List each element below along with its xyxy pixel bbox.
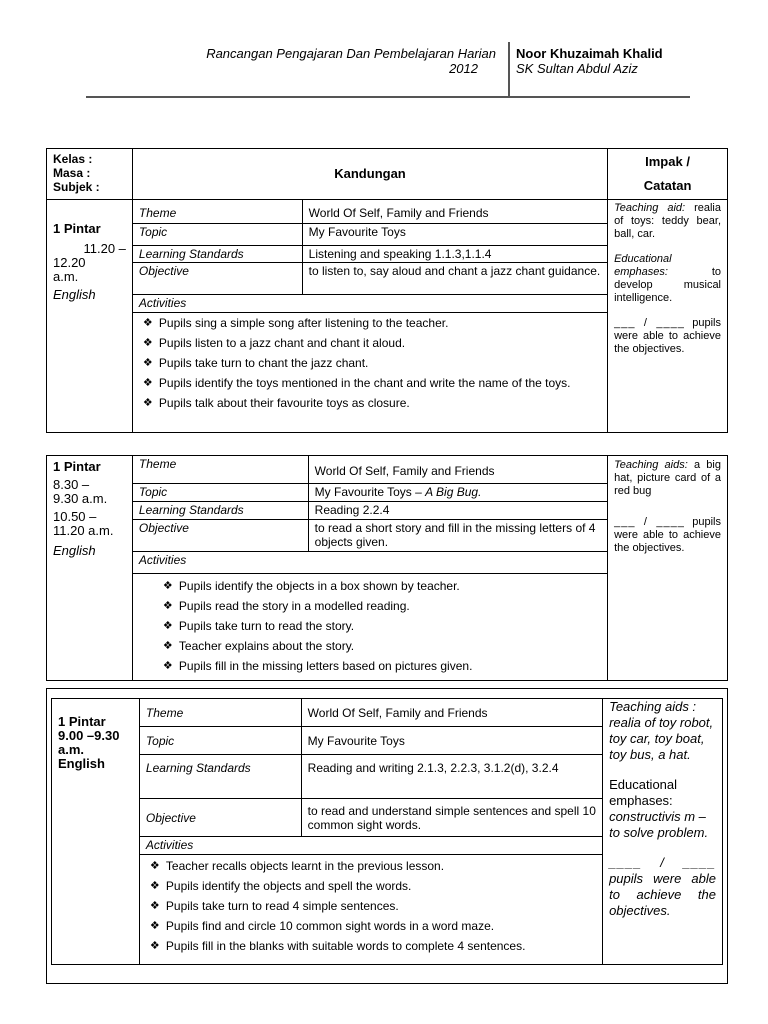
teacher-info <box>516 46 666 76</box>
outcome-note <box>614 317 721 356</box>
list-item <box>159 599 601 613</box>
time-line: 9.30 a.m. <box>53 491 108 506</box>
list-item <box>139 376 601 390</box>
activities-label: Activities <box>139 837 602 855</box>
impak-label: Impak / <box>645 154 690 169</box>
document-title-line1: Rancangan Pengajaran Dan Pembelajaran Harian <box>206 46 496 61</box>
standards-label: Learning Standards <box>132 246 302 263</box>
activity-text: Pupils identify the toys mentioned in the chant and write the name of the toys. <box>158 376 571 390</box>
class-name: 1 Pintar <box>53 459 101 474</box>
standards-value: Reading and writing 2.1.3, 2.2.3, 3.1.2(d), 3.2.4 <box>301 755 602 799</box>
list-item <box>146 879 596 893</box>
standards-value: Reading 2.2.4 <box>308 502 607 520</box>
theme-value: World Of Self, Family and Friends <box>302 200 607 224</box>
activity-text: Pupils fill in the blanks with suitable words to complete 4 sentences. <box>165 939 526 953</box>
impact-notes <box>608 200 728 433</box>
catatan-label: Catatan <box>643 178 692 193</box>
list-item <box>146 859 596 873</box>
teaching-aid-label: Teaching aids: <box>614 459 688 471</box>
outcome-note <box>609 855 716 919</box>
activity-text: Pupils listen to a jazz chant and chant it aloud. <box>158 336 406 350</box>
topic-value: My Favourite Toys <box>301 727 602 755</box>
diamond-bullet-icon: ❖ <box>149 940 160 952</box>
activities-list <box>139 855 602 965</box>
list-item <box>139 396 601 410</box>
header-impak-catatan <box>608 149 728 200</box>
header-kelas-masa-subjek <box>47 149 133 200</box>
time-line: 11.20 a.m. <box>53 523 114 538</box>
activity-text: Pupils fill in the missing letters based on pictures given. <box>178 659 473 673</box>
activity-text: Teacher explains about the story. <box>178 639 355 653</box>
diamond-bullet-icon: ❖ <box>142 337 153 349</box>
activity-text: Pupils identify the objects and spell the words. <box>165 879 412 893</box>
theme-value: World Of Self, Family and Friends <box>308 456 607 484</box>
activity-text: Pupils take turn to chant the jazz chant. <box>158 356 369 370</box>
topic-value <box>308 484 607 502</box>
emphases-label: Educational emphases: <box>614 253 672 278</box>
list-item <box>146 939 596 953</box>
time-line: a.m. <box>58 742 85 757</box>
teaching-aid-text: a big hat, picture card of a red bug <box>614 459 721 497</box>
header-kandungan: Kandungan <box>132 149 607 200</box>
diamond-bullet-icon: ❖ <box>149 880 160 892</box>
standards-value: Listening and speaking 1.1.3,1.1.4 <box>302 246 607 263</box>
outcome-blank: ___ / ____ <box>614 317 685 329</box>
diamond-bullet-icon: ❖ <box>142 357 153 369</box>
topic-value: My Favourite Toys <box>302 224 607 246</box>
teaching-aid-note <box>614 202 721 241</box>
topic-text: My Favourite Toys – <box>314 485 426 499</box>
list-item <box>159 659 601 673</box>
teaching-aid-note: Teaching aids : realia of toy robot, toy car, toy boat, toy bus, a hat. <box>609 699 714 762</box>
activities-label: Activities <box>132 295 607 313</box>
diamond-bullet-icon: ❖ <box>149 900 160 912</box>
emphases-note <box>614 253 721 305</box>
activities-label: Activities <box>132 552 607 574</box>
list-item <box>146 919 596 933</box>
diamond-bullet-icon: ❖ <box>162 660 173 672</box>
class-name: 1 Pintar <box>58 714 106 729</box>
activity-text: Pupils take turn to read the story. <box>178 619 355 633</box>
topic-label: Topic <box>132 484 308 502</box>
theme-label: Theme <box>132 200 302 224</box>
emphases-text: constructivis m – to solve problem. <box>609 809 709 840</box>
standards-label: Learning Standards <box>132 502 308 520</box>
impact-notes <box>608 456 728 681</box>
diamond-bullet-icon: ❖ <box>142 317 153 329</box>
diamond-bullet-icon: ❖ <box>162 600 173 612</box>
teaching-aid-label: Teaching aid: <box>614 202 686 214</box>
outcome-blank: ___ / ____ <box>614 516 685 528</box>
teaching-aid-text: realia of toys: teddy bear, ball, car. <box>614 202 721 240</box>
objective-label: Objective <box>139 799 301 837</box>
time-line: 8.30 – <box>53 477 90 492</box>
lesson-meta <box>52 699 140 965</box>
list-item <box>139 316 601 330</box>
list-item <box>159 639 601 653</box>
lesson-table-2 <box>46 455 728 681</box>
time-line: a.m. <box>53 269 79 284</box>
diamond-bullet-icon: ❖ <box>149 920 160 932</box>
topic-label: Topic <box>139 727 301 755</box>
standards-label: Learning Standards <box>139 755 301 799</box>
document-title <box>120 46 496 76</box>
diamond-bullet-icon: ❖ <box>142 377 153 389</box>
masa-label: Masa : <box>53 166 91 180</box>
diamond-bullet-icon: ❖ <box>162 620 173 632</box>
activities-ul <box>146 859 596 953</box>
theme-label: Theme <box>132 456 308 484</box>
emphases-label: Educational emphases: <box>609 777 678 808</box>
activity-text: Pupils sing a simple song after listening to the teacher. <box>158 316 449 330</box>
activities-list <box>132 313 607 433</box>
activity-text: Teacher recalls objects learnt in the previous lesson. <box>165 859 445 873</box>
outcome-note <box>614 516 721 555</box>
subject-name: English <box>53 543 96 558</box>
objective-value: to listen to, say aloud and chant a jazz chant guidance. <box>302 263 607 295</box>
lesson-meta <box>47 456 133 681</box>
time-line: 9.00 –9.30 <box>58 728 120 743</box>
impact-notes <box>603 699 723 965</box>
objective-value: to read and understand simple sentences and spell 10 common sight words. <box>301 799 602 837</box>
class-name: 1 Pintar <box>53 221 101 236</box>
teacher-name: Noor Khuzaimah Khalid <box>516 46 663 61</box>
activities-ul <box>139 316 601 410</box>
emphases-note <box>609 777 716 841</box>
lesson-table-1 <box>46 148 728 433</box>
time-line: 11.20 – <box>83 241 126 256</box>
subject-name: English <box>58 756 105 771</box>
diamond-bullet-icon: ❖ <box>142 397 153 409</box>
header-rule <box>86 96 690 98</box>
activity-text: Pupils find and circle 10 common sight words in a word maze. <box>165 919 495 933</box>
objective-value: to read a short story and fill in the missing letters of 4 objects given. <box>308 520 607 552</box>
activity-text: Pupils talk about their favourite toys as closure. <box>158 396 410 410</box>
theme-label: Theme <box>139 699 301 727</box>
lesson-table-3 <box>51 698 723 965</box>
topic-story-title: A Big Bug. <box>425 485 482 499</box>
subjek-label: Subjek : <box>53 180 100 194</box>
outcome-text: pupils were able to achieve the objectives. <box>614 516 721 554</box>
activity-text: Pupils take turn to read 4 simple sentences. <box>165 899 399 913</box>
activity-text: Pupils identify the objects in a box shown by teacher. <box>178 579 460 593</box>
list-item <box>159 579 601 593</box>
diamond-bullet-icon: ❖ <box>149 860 160 872</box>
outcome-blank: ____ / ____ <box>609 855 716 870</box>
objective-label: Objective <box>132 263 302 295</box>
time-line: 10.50 – <box>53 509 97 524</box>
diamond-bullet-icon: ❖ <box>162 640 173 652</box>
topic-label: Topic <box>132 224 302 246</box>
lesson-meta <box>47 200 133 433</box>
subject-name: English <box>53 287 96 302</box>
outcome-text: pupils were able to achieve the objectives. <box>614 317 721 355</box>
diamond-bullet-icon: ❖ <box>162 580 173 592</box>
objective-label: Objective <box>132 520 308 552</box>
list-item <box>139 356 601 370</box>
time-line: 12.20 <box>53 255 86 270</box>
activities-list <box>132 574 607 681</box>
activity-text: Pupils read the story in a modelled reading. <box>178 599 410 613</box>
teaching-aid-note <box>614 459 721 498</box>
activities-ul <box>139 579 601 673</box>
theme-value: World Of Self, Family and Friends <box>301 699 602 727</box>
emphases-text: to develop musical intelligence. <box>614 266 721 304</box>
school-name: SK Sultan Abdul Aziz <box>516 61 638 76</box>
outcome-text: pupils were able to achieve the objectives. <box>609 871 716 918</box>
header-divider <box>508 42 510 98</box>
list-item <box>146 899 596 913</box>
list-item <box>139 336 601 350</box>
list-item <box>159 619 601 633</box>
kelas-label: Kelas : <box>53 152 93 166</box>
document-title-year: 2012 <box>449 61 478 76</box>
